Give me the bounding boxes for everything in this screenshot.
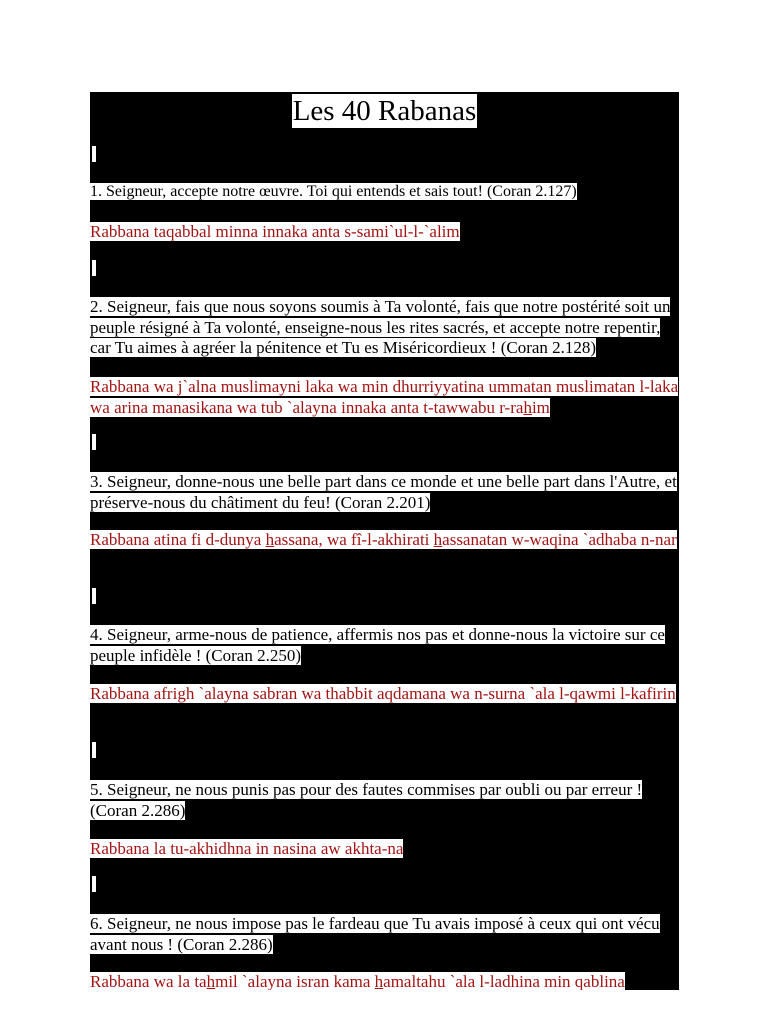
transliteration-text-2: Rabbana wa j`alna muslimayni laka wa min dhurriyyatina ummatan muslimatan l-laka wa arina manasikana wa tub `alayna innaka anta t-tawwabu r-rahim: [90, 377, 679, 417]
transliteration-paragraph-5: [90, 838, 679, 859]
text-cursor-marker: [92, 146, 96, 162]
transliteration-text-4: Rabbana afrigh `alayna sabran wa thabbit aqdamana wa n-surna `ala l-qawmi l-kafirin: [90, 684, 676, 703]
transliteration-text-1: Rabbana taqabbal minna innaka anta s-sami`ul-l-`alim: [90, 222, 460, 241]
transliteration-text-5: Rabbana la tu-akhidhna in nasina aw akhta-na: [90, 839, 404, 858]
transliteration-text-3: Rabbana atina fi d-dunya hassana, wa fî-l-akhirati hassanatan w-waqina `adhaba n-nar: [90, 530, 677, 549]
french-text-5: 5. Seigneur, ne nous punis pas pour des fautes commises par oubli ou par erreur ! (Coran 2.286): [90, 780, 643, 820]
transliteration-paragraph-1: [90, 221, 679, 242]
text-cursor-marker: [92, 260, 96, 276]
french-paragraph-4: [90, 625, 679, 666]
transliteration-text-6: Rabbana wa la tahmil `alayna isran kama hamaltahu `ala l-ladhina min qablina: [90, 972, 625, 990]
french-text-3: 3. Seigneur, donne-nous une belle part dans ce monde et une belle part dans l'Autre, et préserve-nous du châtiment du feu! (Coran 2.201): [90, 472, 677, 512]
french-paragraph-2: [90, 297, 679, 359]
french-text-2: 2. Seigneur, fais que nous soyons soumis à Ta volonté, fais que notre postérité soit un peuple résigné à Ta volonté, enseigne-nous les rites sacrés, et accepte notre repentir, car Tu aimes à agréer la pénitence et Tu es Miséricordieux ! (Coran 2.128): [90, 297, 671, 357]
text-cursor-marker: [92, 588, 96, 604]
french-paragraph-6: [90, 914, 679, 955]
document-body: [90, 92, 679, 990]
french-text-1: 1. Seigneur, accepte notre œuvre. Toi qui entends et sais tout! (Coran 2.127): [90, 183, 577, 200]
transliteration-paragraph-2: [90, 376, 679, 418]
transliteration-paragraph-6: [90, 971, 679, 990]
french-paragraph-5: [90, 780, 679, 821]
french-text-4: 4. Seigneur, arme-nous de patience, affermis nos pas et donne-nous la victoire sur ce peuple infidèle ! (Coran 2.250): [90, 625, 665, 665]
text-cursor-marker: [92, 742, 96, 758]
text-cursor-marker: [92, 876, 96, 892]
transliteration-paragraph-4: [90, 683, 679, 704]
french-paragraph-3: [90, 472, 679, 513]
title-row: [90, 92, 679, 128]
page-title: Les 40 Rabanas: [292, 95, 477, 127]
french-text-6: 6. Seigneur, ne nous impose pas le fardeau que Tu avais imposé à ceux qui ont vécu avant nous ! (Coran 2.286): [90, 914, 660, 954]
transliteration-paragraph-3: [90, 529, 679, 550]
french-paragraph-1: [90, 182, 679, 203]
text-cursor-marker: [92, 434, 96, 450]
